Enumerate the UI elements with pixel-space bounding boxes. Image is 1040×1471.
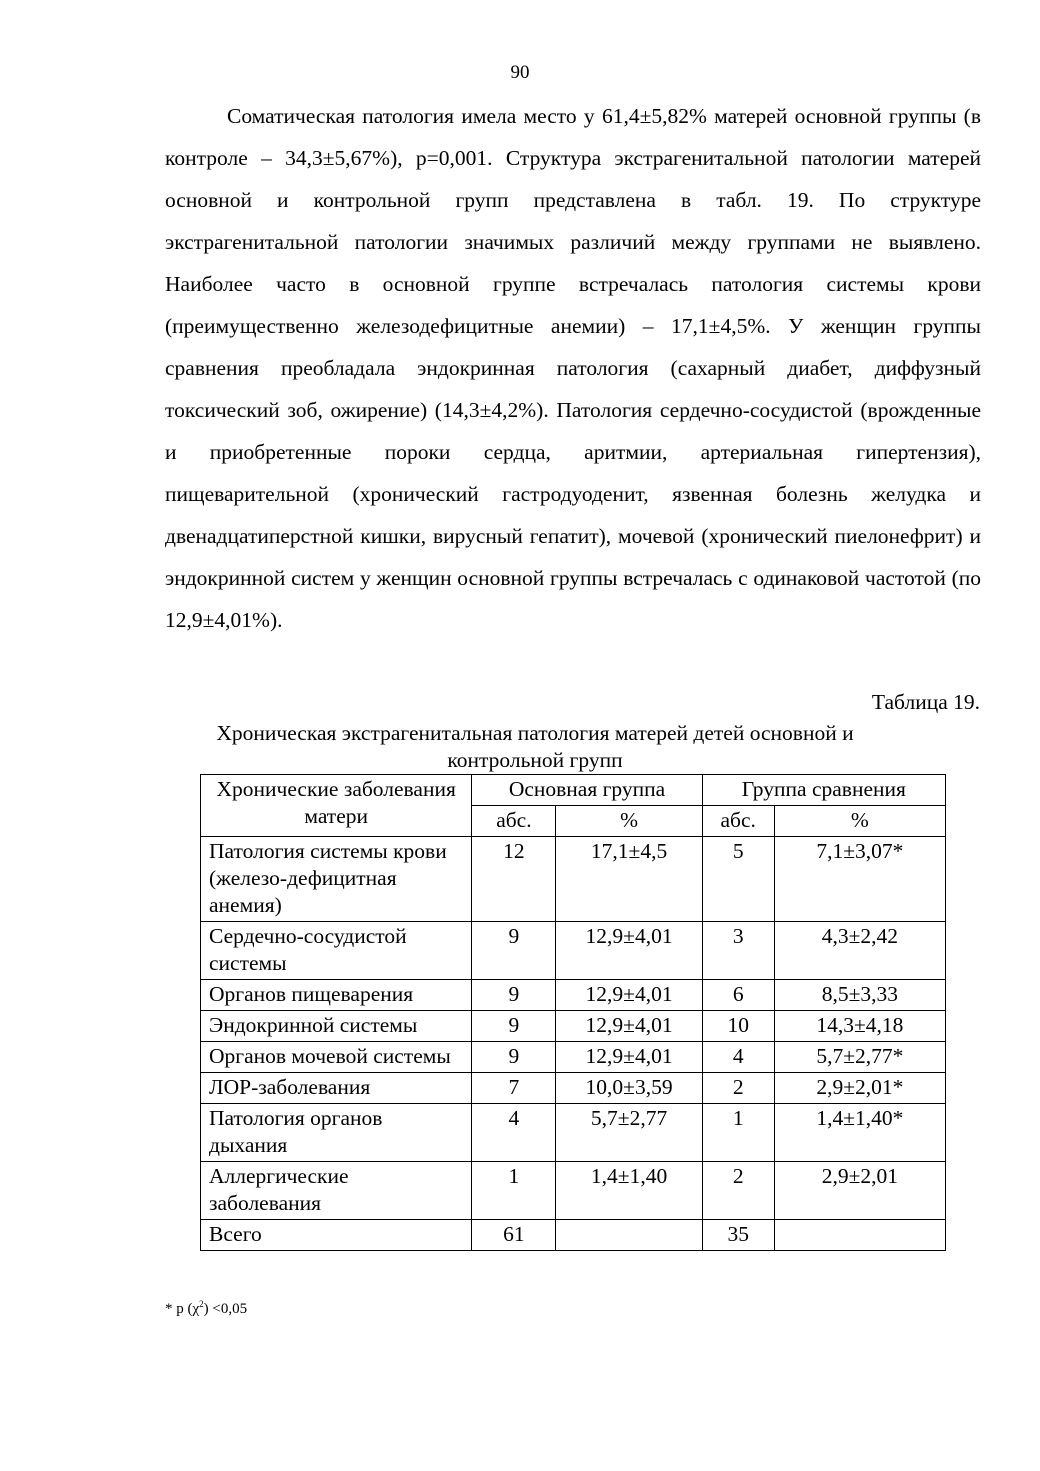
row-main-pct: 12,9±4,01 xyxy=(556,980,702,1011)
row-main-abs: 9 xyxy=(472,980,556,1011)
row-cmp-abs: 1 xyxy=(702,1104,774,1162)
row-name: Всего xyxy=(201,1220,472,1251)
row-main-abs: 12 xyxy=(472,837,556,922)
row-cmp-pct xyxy=(774,1220,945,1251)
table-body xyxy=(201,837,946,1251)
row-name: Аллергические заболевания xyxy=(201,1162,472,1220)
row-main-abs: 9 xyxy=(472,1011,556,1042)
row-main-pct: 12,9±4,01 xyxy=(556,922,702,980)
table-header-row xyxy=(201,775,946,806)
page-number: 90 xyxy=(510,62,530,83)
row-cmp-pct: 8,5±3,33 xyxy=(774,980,945,1011)
row-main-pct: 5,7±2,77 xyxy=(556,1104,702,1162)
table-label: Таблица 19. xyxy=(871,690,980,714)
row-name: Патология органов дыхания xyxy=(201,1104,472,1162)
row-cmp-abs: 6 xyxy=(702,980,774,1011)
row-main-abs: 1 xyxy=(472,1162,556,1220)
row-name: Эндокринной системы xyxy=(201,1011,472,1042)
header-compare-group: Группа сравнения xyxy=(702,775,945,806)
row-main-pct: 10,0±3,59 xyxy=(556,1073,702,1104)
row-cmp-abs: 2 xyxy=(702,1162,774,1220)
row-main-pct: 17,1±4,5 xyxy=(556,837,702,922)
footnote-suffix: ) <0,05 xyxy=(203,1301,248,1317)
row-cmp-pct: 2,9±2,01 xyxy=(774,1162,945,1220)
table-caption: Хроническая экстрагенитальная патология матерей детей основной и контрольной групп xyxy=(216,721,854,772)
paragraph-text: Соматическая патология имела место у 61,4±5,82% матерей основной группы (в контроле – 34,3±5,67%), р=0,001. Структура экстрагенитальной патологии матерей основной и контрольной групп представлена в табл. 19. По структуре экстрагенитальной патологии значимых различий между группами не выявлено. Наиболее часто в основной группе встречалась патология системы крови (преимущественно железодефицитные анемии) – 17,1±4,5%. У женщин группы сравнения преобладала эндокринная патология (сахарный диабет, диффузный токсический зоб, ожирение) (14,3±4,2%). Патология сердечно-сосудистой (врожденные и приобретенные пороки сердца, аритмии, артериальная гипертензия), пищеварительной (хронический гастродуоденит, язвенная болезнь желудка и двенадцатиперстной кишки, вирусный гепатит), мочевой (хронический пиелонефрит) и эндокринной систем у женщин основной группы встречалась с одинаковой частотой (по 12,9±4,01%). xyxy=(165,104,981,632)
header-cmp-abs: абс. xyxy=(702,806,774,837)
table-row xyxy=(201,1220,946,1251)
row-cmp-abs: 2 xyxy=(702,1073,774,1104)
footnote-sup: 2 xyxy=(199,1299,204,1309)
row-main-abs: 61 xyxy=(472,1220,556,1251)
row-name: Сердечно-сосудистой системы xyxy=(201,922,472,980)
row-name: Патология системы крови (железо-дефицитная анемия) xyxy=(201,837,472,922)
row-name: Органов пищеварения xyxy=(201,980,472,1011)
header-diseases: Хронические заболевания матери xyxy=(201,775,472,837)
header-main-pct: % xyxy=(556,806,702,837)
table-row xyxy=(201,1011,946,1042)
row-main-pct: 1,4±1,40 xyxy=(556,1162,702,1220)
table-row xyxy=(201,922,946,980)
table-row xyxy=(201,837,946,922)
header-main-abs: абс. xyxy=(472,806,556,837)
table-row xyxy=(201,980,946,1011)
row-cmp-abs: 4 xyxy=(702,1042,774,1073)
row-cmp-pct: 7,1±3,07* xyxy=(774,837,945,922)
row-cmp-abs: 35 xyxy=(702,1220,774,1251)
row-main-abs: 4 xyxy=(472,1104,556,1162)
row-main-pct: 12,9±4,01 xyxy=(556,1011,702,1042)
row-cmp-abs: 10 xyxy=(702,1011,774,1042)
table-row xyxy=(201,1104,946,1162)
row-main-pct: 12,9±4,01 xyxy=(556,1042,702,1073)
header-main-group: Основная группа xyxy=(472,775,702,806)
table-row xyxy=(201,1073,946,1104)
footnote xyxy=(165,1299,247,1318)
row-cmp-abs: 3 xyxy=(702,922,774,980)
table-row xyxy=(201,1042,946,1073)
pathology-table xyxy=(200,774,946,1251)
table-row xyxy=(201,1162,946,1220)
row-name: ЛОР-заболевания xyxy=(201,1073,472,1104)
row-cmp-pct: 2,9±2,01* xyxy=(774,1073,945,1104)
row-name: Органов мочевой системы xyxy=(201,1042,472,1073)
row-main-abs: 7 xyxy=(472,1073,556,1104)
row-main-abs: 9 xyxy=(472,1042,556,1073)
body-paragraph xyxy=(165,95,981,641)
row-cmp-pct: 5,7±2,77* xyxy=(774,1042,945,1073)
row-main-pct xyxy=(556,1220,702,1251)
row-main-abs: 9 xyxy=(472,922,556,980)
footnote-prefix: * р (χ xyxy=(165,1301,200,1317)
header-cmp-pct: % xyxy=(774,806,945,837)
row-cmp-pct: 1,4±1,40* xyxy=(774,1104,945,1162)
row-cmp-pct: 14,3±4,18 xyxy=(774,1011,945,1042)
row-cmp-pct: 4,3±2,42 xyxy=(774,922,945,980)
row-cmp-abs: 5 xyxy=(702,837,774,922)
